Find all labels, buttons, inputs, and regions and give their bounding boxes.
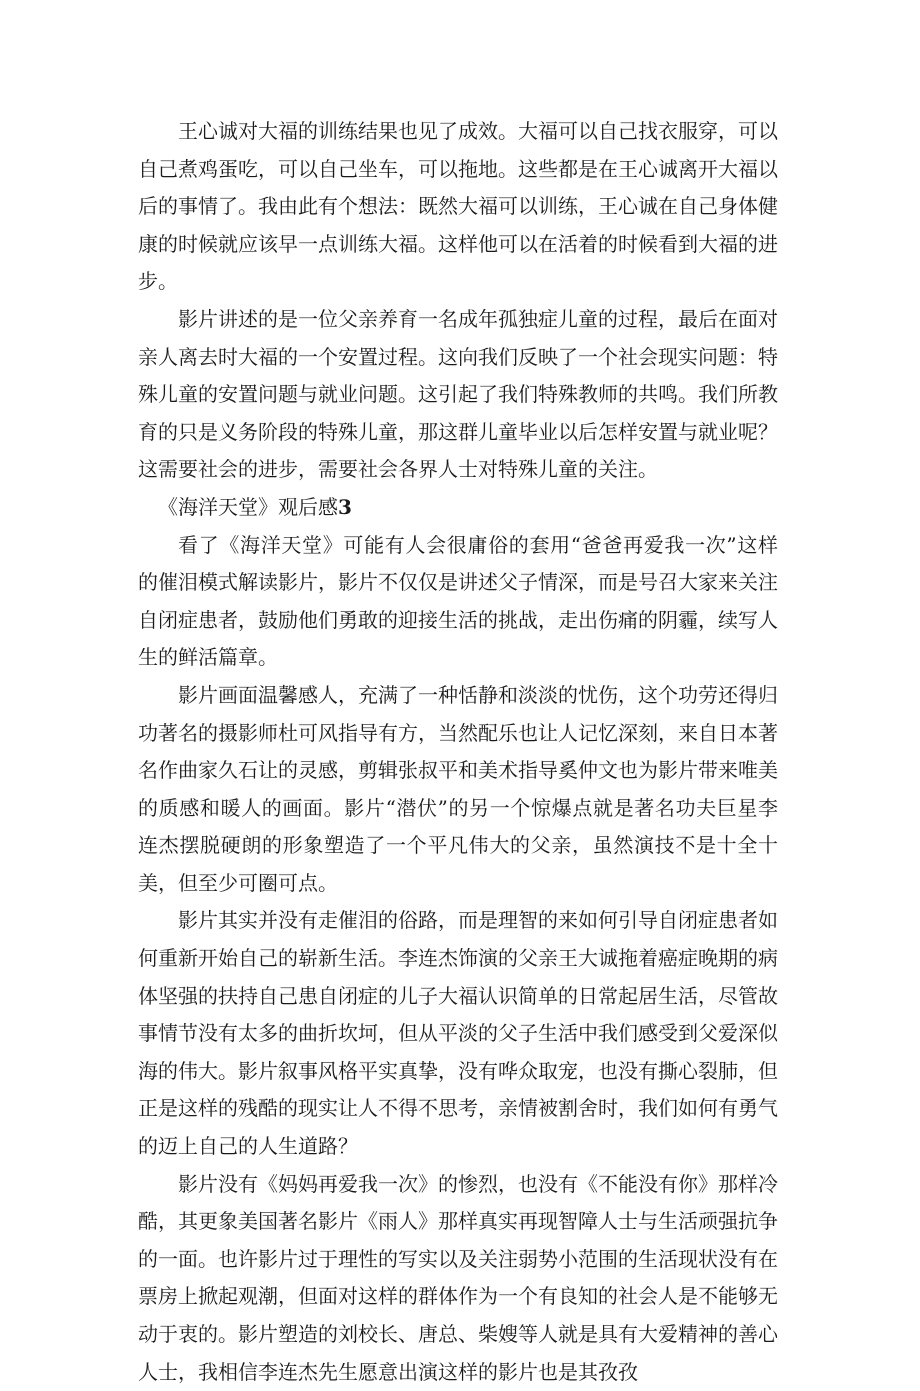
paragraph: 看了《海洋天堂》可能有人会很庸俗的套用“爸爸再爱我一次”这样的催泪模式解读影片，影片不仅仅是讲述父子情深，而是号召大家来关注自闭症患者，鼓励他们勇敢的迎接生活的挑战，走出伤痛的阴霾，续写人生的鲜活篇章。 xyxy=(138,532,778,670)
paragraph: 影片画面温馨感人，充满了一种恬静和淡淡的忧伤，这个功劳还得归功著名的摄影师杜可风指导有方，当然配乐也让人记忆深刻，来自日本著名作曲家久石让的灵感，剪辑张叔平和美术指导奚仲文也为影片带来唯美的质感和暖人的画面。影片“潜伏”的另一个惊爆点就是著名功夫巨星李连杰摆脱硬朗的形象塑造了一个平凡伟大的父亲，虽然演技不是十全十美，但至少可圈可点。 xyxy=(138,682,778,895)
paragraph: 王心诚对大福的训练结果也见了成效。大福可以自己找衣服穿，可以自己煮鸡蛋吃，可以自己坐车，可以拖地。这些都是在王心诚离开大福以后的事情了。我由此有个想法：既然大福可以训练，王心诚在自己身体健康的时候就应该早一点训练大福。这样他可以在活着的时候看到大福的进步。 xyxy=(138,119,778,294)
section-heading xyxy=(138,489,778,527)
paragraph: 影片讲述的是一位父亲养育一名成年孤独症儿童的过程，最后在面对亲人离去时大福的一个安置过程。这向我们反映了一个社会现实问题：特殊儿童的安置问题与就业问题。这引起了我们特殊教师的共鸣。我们所教育的只是义务阶段的特殊儿童，那这群儿童毕业以后怎样安置与就业呢？这需要社会的进步，需要社会各界人士对特殊儿童的关注。 xyxy=(138,306,778,482)
document-body xyxy=(138,113,778,1391)
paragraph: 影片其实并没有走催泪的俗路，而是理智的来如何引导自闭症患者如何重新开始自己的崭新生活。李连杰饰演的父亲王大诚拖着癌症晚期的病体坚强的扶持自己患自闭症的儿子大福认识简单的日常起居生活，尽管故事情节没有太多的曲折坎坷，但从平淡的父子生活中我们感受到父爱深似海的伟大。影片叙事风格平实真挚，没有哗众取宠，也没有撕心裂肺，但正是这样的残酷的现实让人不得不思考，亲情被割舍时，我们如何有勇气的迈上自己的人生道路？ xyxy=(138,908,778,1159)
section-heading-title: 《海洋天堂》观后感 xyxy=(158,494,338,519)
section-heading-number: 3 xyxy=(338,494,352,519)
paragraph: 影片没有《妈妈再爱我一次》的惨烈，也没有《不能没有你》那样冷酷，其更象美国著名影片《雨人》那样真实再现智障人士与生活顽强抗争的一面。也许影片过于理性的写实以及关注弱势小范围的生活现状没有在票房上掀起观潮，但面对这样的群体作为一个有良知的社会人是不能够无动于衷的。影片塑造的刘校长、唐总、柴嫂等人就是具有大爱精神的善心人士，我相信李连杰先生愿意出演这样的影片也是其孜孜 xyxy=(138,1171,778,1384)
